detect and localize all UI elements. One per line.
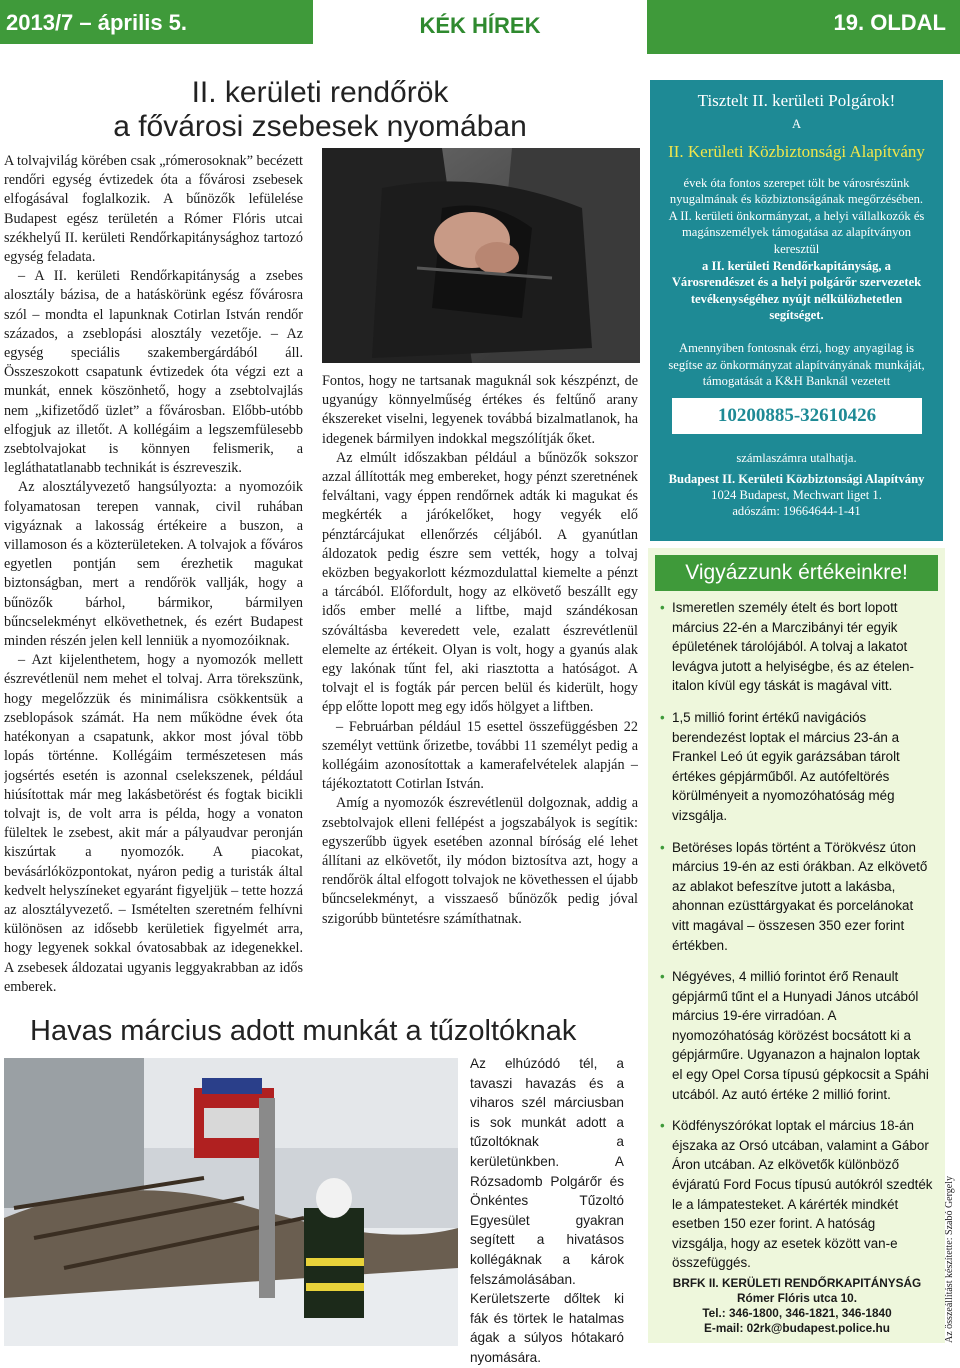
foundation-org: Budapest II. Kerületi Közbiztonsági Alapítvány xyxy=(668,472,925,486)
article1-col2-paragraph: – Februárban például 15 esettel összefüggésben 22 személyt vettünk őrizetbe, további 11 személyt pedig a kollégáim azonosítottak a kamerafelvételek alapján – tájékoztatott Cotirlan István. xyxy=(322,718,638,793)
police-address: Rómer Flóris utca 10. xyxy=(737,1291,857,1305)
article1-col2-paragraph: Amíg a nyomozók észrevétlenül dolgoznak, addig a zsebtolvajok elleni fellépést a jogszabályok is segítik: egyszerűbb ügyek esetében azonnal bíróság elé lehet állítani az elkövetőt, ily módon biztosítva azt, hogy a rendőrök által elfogott tolvajok ne követhessen el újabb bűncselekményt, a visszaeső bűnözők pedig jóval szigorúbb büntetésre számíthatnak. xyxy=(322,795,638,927)
section-title: KÉK HÍREK xyxy=(313,0,647,54)
article1-col1-paragraph: Az alosztályvezető hangsúlyozta: a nyomozóik folyamatosan terepen vannak, civil ruhában vigyáznak a lakosság értékeire a buszon, a villamoson és a közterületeken. A tolvajok a főváros egyetlen pontján sem érezhetik magukat biztonságban, mert a rendőrök vallják, hogy a bűnözők bárhol, bármikor, bármilyen bűncselekményt elkövethetnek, és ezért Budapest minden részén jelen kell lenniük a nyomozóiknak. xyxy=(4,479,303,650)
warnings-list xyxy=(660,598,934,1285)
warning-item: • Ködfényszórókat loptak el március 18-án éjszaka az Orsó utcában, valamint a Gábor Áron utcában. Az elkövetők különböző évjáratú Ford Focus típusú autókról szedték le a lámpatesteket. A kárérték mindkét esetben 150 ezer forint. A hatóság vizsgálja, hogy az esetek között van-e összefüggés. xyxy=(660,1116,934,1273)
article1-title xyxy=(110,76,530,144)
foundation-paragraph-1: évek óta fontos szerepet tölt be városrészünk nyugalmának és közbiztonságának megőrzésében. xyxy=(669,175,924,207)
warnings-title: Vigyázzunk értékeinkre! xyxy=(655,555,938,591)
bank-account-number: 10200885-32610426 xyxy=(672,398,922,434)
foundation-box xyxy=(650,80,943,541)
header-right-band xyxy=(647,0,960,54)
article1-col2-paragraph: Az elmúlt időszakban például a bűnözők sokszor azzal állították meg embereket, hogy pénzt szeretnének felváltani, vagy éppen rendőrnek adták ki magukat és megkérték a járókelőket, hogy vegyék elő pénztárcájukat ellenőrzés céljából. A gyanútlan áldozatok pedig észre sem vették, hogy a tolvaj eközben begyakorlott kézmozdulattal kiemelte a pénzt a tárcából. Előfordult, hogy az elkövető beszállt egy idős ember mellé a liftbe, majd szándékosan szóváltásba keveredett vele, ezalatt észrevétlenül elemelte az értékeit. Olyan is volt, hogy a gyanús alak egy lakónak tűnt fel, aki riasztotta a hatóságot. A tolvajt el is fogták pár percen belül és kiderült, hogy épp előtte lopott meg egy idős hölgyet a liftben. xyxy=(322,449,638,716)
police-phone: Tel.: 346-1800, 346-1821, 346-1840 xyxy=(702,1306,892,1320)
foundation-name: II. Kerületi Közbiztonsági Alapítvány xyxy=(668,141,925,161)
firefighters-photo xyxy=(4,1058,458,1346)
foundation-transfer-note: számlaszámra utalhatja. xyxy=(736,451,857,465)
firefighters-photo-graphic xyxy=(4,1058,458,1346)
article2-body: Az elhúzódó tél, a tavaszi havazás és a viharos szél márciusban is sok munkát adott a tűzoltóknak a kerületünkben. A Rózsadomb Polgárőr és Önkéntes Tűzoltó Egyesület gyakran segített a hivatásos kollégáknak a károk felszámolásában. Kerületszerte dőltek ki fák és törtek le hatalmas ágak a súlyos hótakaró nyomására. xyxy=(470,1056,624,1365)
article1-col1-paragraph: – A II. kerületi Rendőrkapitányság a zsebes alosztály bázisa, de a hatáskörünk egész fővárosra szól – mondta el lapunknak Cotirlan István rendőr százados, a zseblopási alosztály vezetője. – Az egység speciális szakembergárdából áll. Összeszokott csapatunk évtizedek óta végzi ezt a munkát, ennek köszönhető, hogy a zsebtolvajlás nem „kifizetődő üzlet” a fővárosban. Előbb-utóbb elfogjuk az illetőt. A kollégáim a legszemfülesebb zsebtolvajokat is könnyen felismerik, a legláthatatlanabb technikát is észreveszik. xyxy=(4,268,303,477)
foundation-paragraph-4: Amennyiben fontosnak érzi, hogy anyagilag is segítse az önkormányzat alapítványának munkáját, támogatását a K&H Banknál vezetett xyxy=(668,340,925,389)
foundation-letter-a: A xyxy=(791,117,802,131)
article1-column1 xyxy=(4,152,303,998)
pickpocket-photo xyxy=(322,148,640,363)
article1-column2 xyxy=(322,372,638,1000)
warning-item: • Négyéves, 4 millió forintot érő Renault gépjármű tűnt el a Hunyadi János utcából március 19-ére virradóan. A nyomozóhatóság körözést bocsátott ki a gépjárműre. Ugyanazon a hajnalon loptak el egy Opel Corsa típusú gépkocsit a Spáhi utcából. Az autó értéke 2 millió forint. xyxy=(660,967,934,1104)
header-left-band xyxy=(0,0,313,44)
pickpocket-photo-graphic xyxy=(322,148,640,363)
article1-col1-paragraph: A tolvajvilág körében csak „rómerosoknak” becézett rendőri egység évtizedek óta a fővárosi zsebesek elfogásával foglalkozik. A bűnözők lefülelése Budapest egész területén a Rómer Flóris utcai székhelyű II. kerületi Rendőrkapitánysághoz tartozó egység feladata. xyxy=(4,153,303,266)
warning-item: • 1,5 millió forint értékű navigációs berendezést loptak el március 23-án a Frankel Leó út egyik garázsában tárolt értékes gépjárműből. Az autófeltörés körülményeit a nyomozóhatóság még vizsgálja. xyxy=(660,708,934,826)
article1-title-line1: II. kerületi rendőrök xyxy=(191,76,449,109)
foundation-paragraph-2: A II. kerületi önkormányzat, a helyi vállalkozók és magánszemélyek támogatása az alapítványon keresztül xyxy=(668,208,925,256)
author-credit: Az összeállítást készítette: Szabó Gergely xyxy=(944,1176,955,1343)
article1-title-line2: a fővárosi zsebesek nyomában xyxy=(113,110,527,143)
warning-item: • Betöréses lopás történt a Törökvész úton március 19-én az esti órákban. Az elkövető az ablakot befeszítve jutott a lakásba, ahonnan ezüsttárgyakat és porcelánokat vitt magával – összesen 350 ezer forint értékben. xyxy=(660,838,934,956)
article1-col1-paragraph: – Azt kijelenthetem, hogy a nyomozók mellett észrevétlenül nem mehet el tolvaj. Arra törekszünk, hogy megelőzzük és minimálisra csökkentsük a zseblopások számát. Ha nem működne évek óta hatékonyan a csapatunk, akkor most jóval több lopás történne. Kollégáim természetesen más jogsértés esetén is azonnal cselekszenek, például hiúsítottak már meg lakásbetörést és fogtak bicikli tolvajt is, de volt arra is példa, hogy a vonaton füleltek le zsebest, akit már a pályaudvar peronján kiszúrtak a nyomozók. A piacokat, bevásárlóközpontokat, nyáron pedig a turisták által kedvelt helyszíneket egyaránt figyeljük – tette hozzá az alosztályvezető. – Ismételten szeretném felhívni különösen az idősebb kerületiek figyelmét arra, hogy legyenek sokkal óvatosabbak az idegenekkel. A zsebesek áldozatai ugyanis leggyakrabban az idős emberek. xyxy=(4,652,303,995)
police-email: E-mail: 02rk@budapest.police.hu xyxy=(704,1321,890,1335)
page-number: 19. OLDAL xyxy=(833,10,946,35)
warning-item: • Ismeretlen személy ételt és bort lopott március 22-én a Marczibányi tér egyik épületének tárolójából. A tolvaj a lakatot levágva jutott a helyiségbe, és az ételen-italon kívül egy táskát is magával vitt. xyxy=(660,598,934,696)
foundation-address: 1024 Budapest, Mechwart liget 1. xyxy=(711,488,882,502)
foundation-paragraph-3: a II. kerületi Rendőrkapitányság, a Városrendészet és a helyi polgárőr szervezetek tevékenységéhez nyújt nélkülözhetetlen segítséget. xyxy=(671,258,922,323)
issue-date: 2013/7 – április 5. xyxy=(6,10,188,35)
article2-title: Havas március adott munkát a tűzoltóknak xyxy=(30,1015,577,1047)
foundation-greeting: Tisztelt II. kerületi Polgárok! xyxy=(697,91,896,110)
police-name: BRFK II. KERÜLETI RENDŐRKAPITÁNYSÁG xyxy=(672,1276,922,1290)
foundation-tax-number: adószám: 19664644-1-41 xyxy=(732,504,861,518)
police-contact xyxy=(660,1276,934,1336)
article1-col2-paragraph: Fontos, hogy ne tartsanak maguknál sok készpénzt, de ugyanúgy könnyelműség értékes és feltűnő arany ékszereket viselni, legyenek továbbá bizalmatlanok, ha idegenek bármilyen indokkal megszólítják őket. xyxy=(322,373,638,447)
